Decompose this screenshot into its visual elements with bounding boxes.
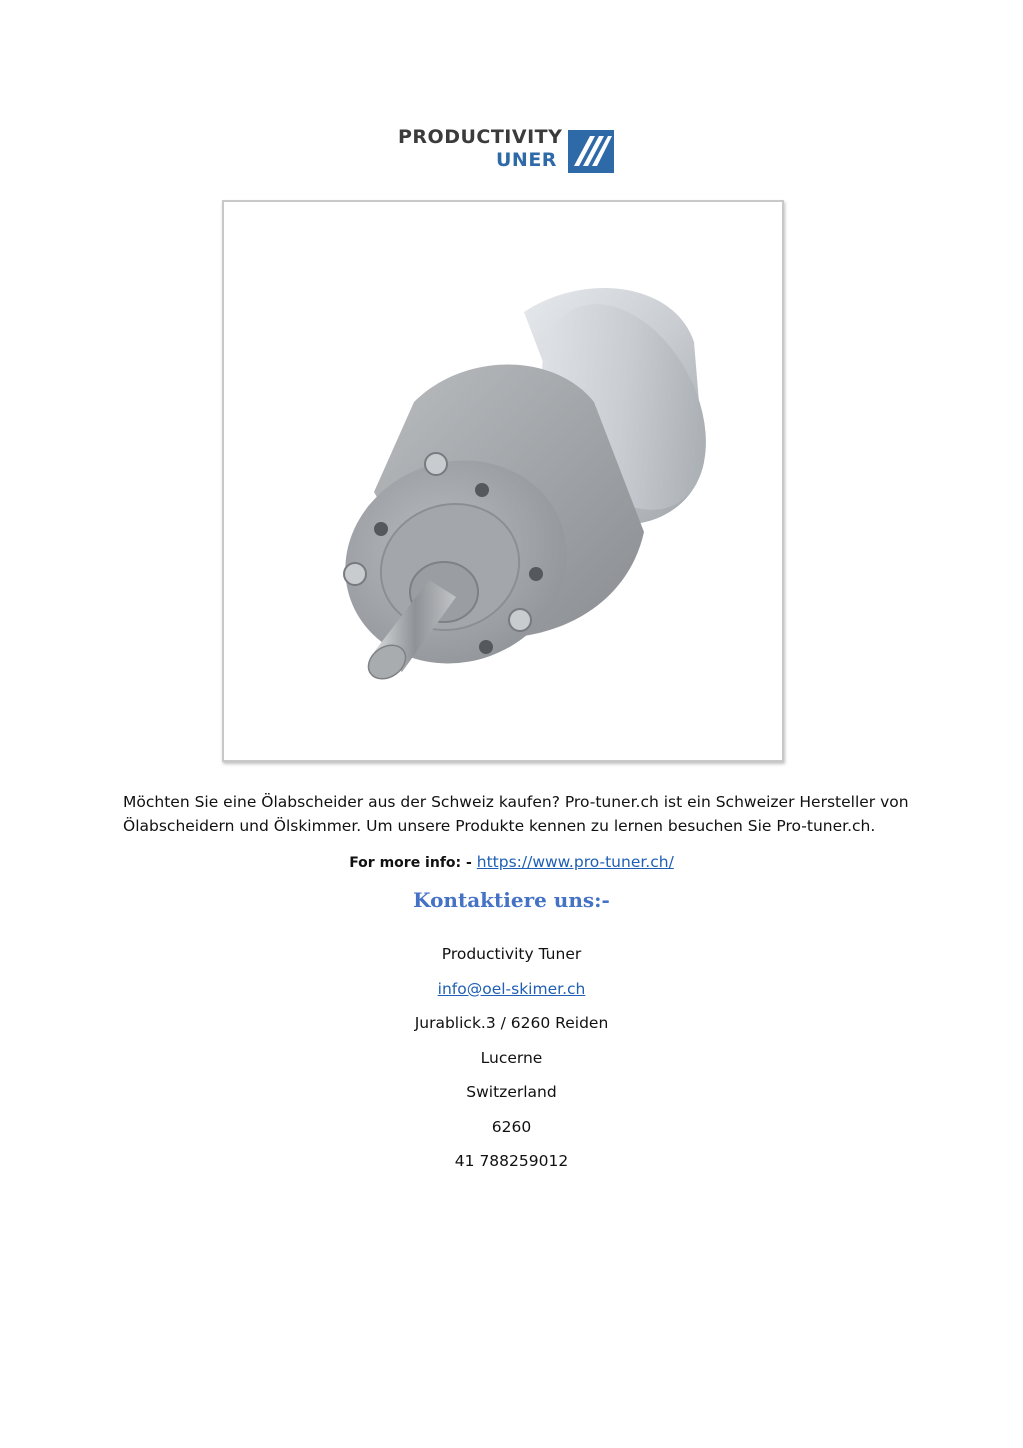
logo-mark-icon — [568, 130, 614, 173]
logo-word-uner: UNER — [496, 149, 557, 171]
address-line: Jurablick.3 / 6260 Reiden — [414, 1014, 609, 1032]
more-info-line — [0, 850, 1023, 875]
contact-heading: Kontaktiere uns:- — [413, 888, 610, 912]
email-line — [0, 975, 1023, 1010]
country-line: Switzerland — [466, 1083, 557, 1101]
company-name: Productivity Tuner — [441, 945, 582, 963]
website-link[interactable]: https://www.pro-tuner.ch/ — [476, 853, 674, 871]
productivity-tuner-logo — [398, 128, 618, 176]
postal-code-line: 6260 — [491, 1117, 532, 1136]
region-line: Lucerne — [480, 1048, 543, 1067]
more-info-label: For more info: - — [349, 855, 472, 871]
gear-motor-image — [224, 202, 782, 760]
email-link[interactable]: info@oel-skimer.ch — [437, 979, 586, 998]
product-image-frame — [222, 200, 784, 762]
logo-word-productivity: PRODUCTIVITY — [398, 126, 563, 148]
contact-block — [0, 940, 1023, 1182]
intro-paragraph: Möchten Sie eine Ölabscheider aus der Schweiz kaufen? Pro-tuner.ch ist ein Schweizer Hersteller von Ölabscheidern und Ölskimmer. Um unsere Produkte kennen zu lernen besuchen Sie Pro-tuner.ch. — [123, 793, 909, 835]
phone-line: 41 788259012 — [454, 1152, 569, 1170]
